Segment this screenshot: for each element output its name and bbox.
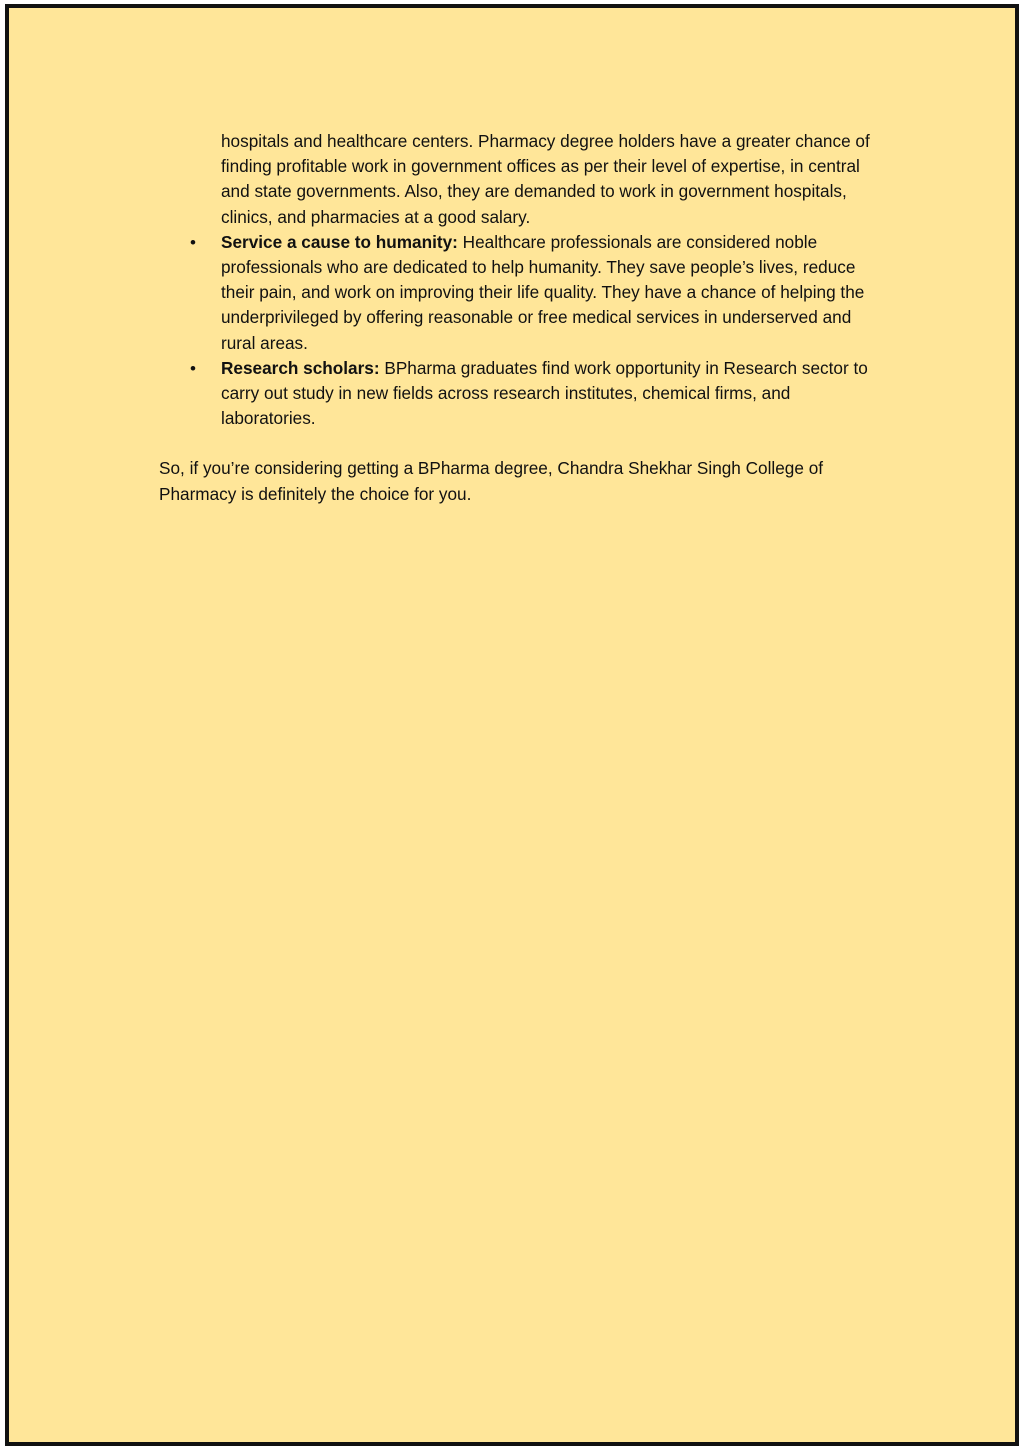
document-page — [5, 4, 1019, 1446]
benefits-list — [159, 230, 879, 432]
document-body — [159, 129, 879, 507]
bullet-icon: • — [190, 232, 196, 252]
closing-paragraph: So, if you’re considering getting a BPharma degree, Chandra Shekhar Singh College of Pharmacy is definitely the choice for you. — [159, 458, 824, 504]
continuation-paragraph: hospitals and healthcare centers. Pharmacy degree holders have a greater chance of finding profitable work in government offices as per their level of expertise, in central and state governments. Also, they are demanded to work in government hospitals, clinics, and pharmacies at a good salary. — [221, 131, 870, 227]
list-item-term: Service a cause to humanity: — [221, 231, 458, 252]
list-item — [159, 356, 879, 432]
list-item-text: BPharma graduates find work opportunity in Research sector to carry out study in new fields across research institutes, chemical firms, and laboratories. — [221, 357, 868, 429]
list-item-term: Research scholars: — [221, 357, 380, 378]
list-item — [159, 230, 879, 356]
list-item-text: Healthcare professionals are considered noble professionals who are dedicated to help humanity. They save people’s lives, reduce their pain, and work on improving their life quality. They have a chance of helping the underprivileged by offering reasonable or free medical services in underserved and rural areas. — [221, 231, 865, 353]
bullet-icon: • — [190, 358, 196, 378]
